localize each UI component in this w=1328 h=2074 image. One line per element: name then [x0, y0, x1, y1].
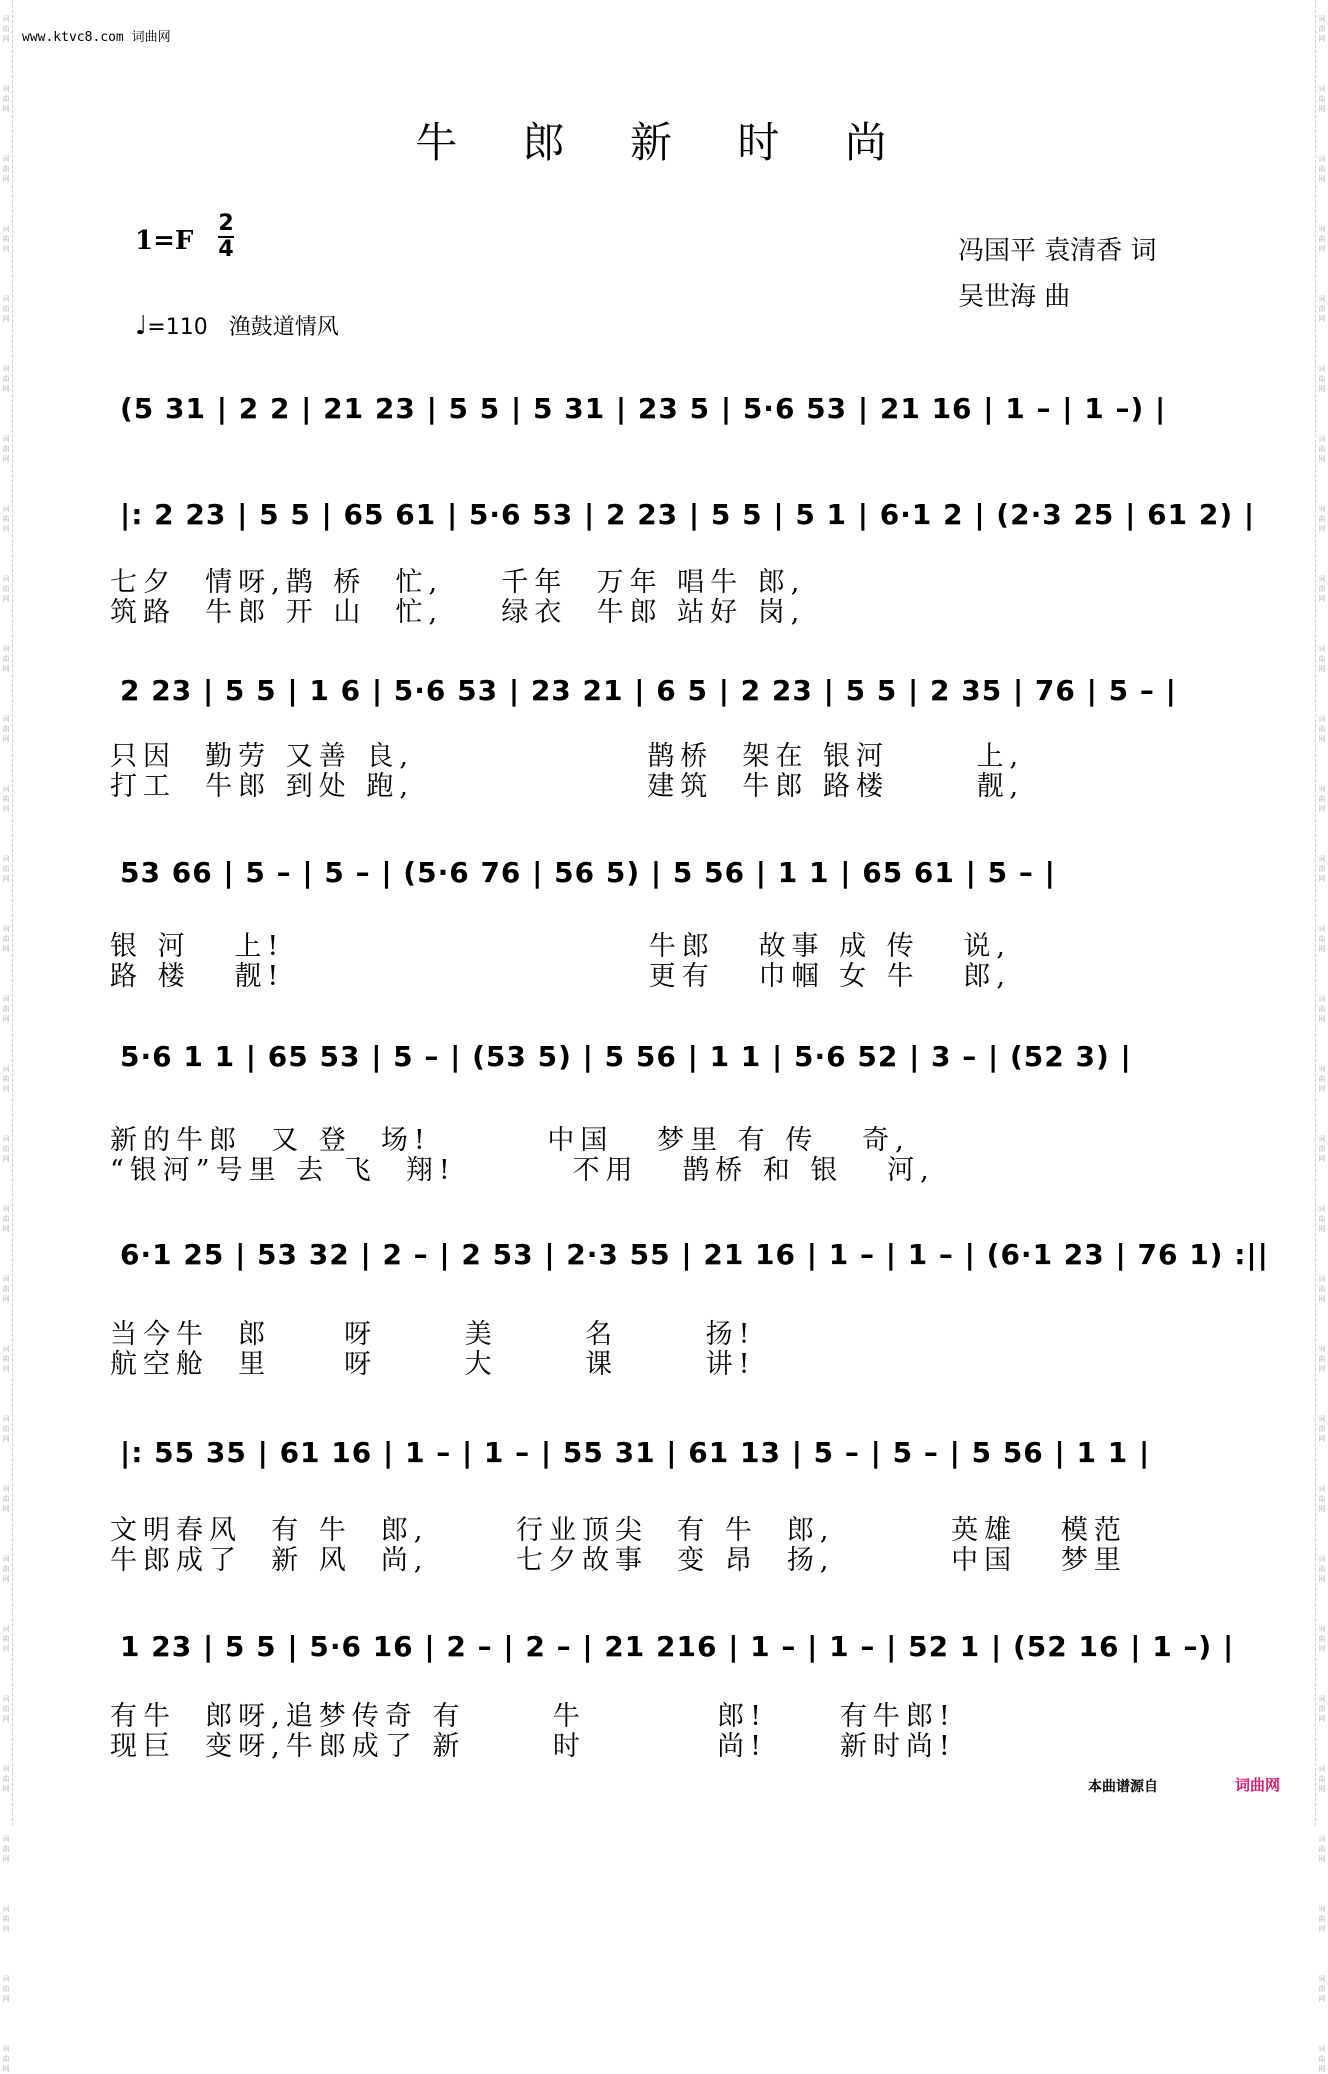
watermark-text: 词曲网 — [1318, 505, 1326, 533]
watermark-text: 词曲网 — [1318, 1345, 1326, 1373]
lyric-line-verse-2: 筑路 牛郎 开 山 忙, 绿衣 牛郎 站好 岗, — [110, 597, 806, 628]
watermark-text: 词曲网 — [1318, 1975, 1326, 2003]
watermark-text: 词曲网 — [1318, 1765, 1326, 1793]
lyricists: 冯国平 袁清香 词 — [958, 236, 1157, 266]
jianpu-notes: |: 55 35 | 61 16 | 1 – | 1 – | 55 31 | 61 13 | 5 – | 5 – | 5 56 | 1 1 | — [120, 1436, 1151, 1469]
watermark-text: 词曲网 — [2, 785, 10, 813]
watermark-text: 词曲网 — [2, 85, 10, 113]
watermark-text: 词曲网 — [2, 1835, 10, 1863]
lyric-line-verse-2: 打工 牛郎 到处 跑, 建筑 牛郎 路楼 靓, — [110, 771, 1025, 802]
watermark-text: 词曲网 — [2, 1765, 10, 1793]
watermark-text: 词曲网 — [1318, 575, 1326, 603]
watermark-text: 词曲网 — [1318, 1275, 1326, 1303]
lyric-line-verse-1: 有牛 郎呀,追梦传奇 有 牛 郎! 有牛郎! — [110, 1701, 956, 1732]
lyric-line-verse-2: 路 楼 靓! 更有 巾帼 女 牛 郎, — [110, 961, 1011, 992]
time-signature-top: 2 — [218, 211, 234, 236]
watermark-text: 词曲网 — [1318, 1695, 1326, 1723]
lyric-line-verse-2: “银河”号里 去 飞 翔! 不用 鹊桥 和 银 河, — [110, 1155, 935, 1186]
quarter-note-icon: ♩ — [135, 311, 148, 341]
watermark-text: 词曲网 — [2, 15, 10, 43]
jianpu-notes: (5 31 | 2 2 | 21 23 | 5 5 | 5 31 | 23 5 | 5·6 53 | 21 16 | 1 – | 1 –) | — [120, 392, 1167, 425]
watermark-text: 词曲网 — [1318, 1065, 1326, 1093]
key-signature: 1=F — [135, 226, 194, 256]
time-signature-bottom: 4 — [218, 237, 234, 262]
watermark-text: 词曲网 — [2, 1345, 10, 1373]
watermark-text: 词曲网 — [2, 1205, 10, 1233]
watermark-text: 词曲网 — [1318, 1205, 1326, 1233]
lyric-line-verse-2: 牛郎成了 新 风 尚, 七夕故事 变 昂 扬, 中国 梦里 — [110, 1545, 1127, 1576]
source-note: 本曲谱源自 — [1088, 1779, 1158, 1795]
watermark-text: 词曲网 — [2, 435, 10, 463]
watermark-text: 词曲网 — [2, 575, 10, 603]
watermark-text: 词曲网 — [2, 995, 10, 1023]
staff-line — [110, 1232, 1269, 1292]
tempo-marking — [135, 310, 339, 341]
watermark-text: 词曲网 — [1318, 85, 1326, 113]
watermark-text: 词曲网 — [1318, 15, 1326, 43]
watermark-text: 词曲网 — [2, 505, 10, 533]
watermark-text: 词曲网 — [2, 645, 10, 673]
style-marking: 渔鼓道情风 — [228, 315, 339, 340]
song-title: 牛 郎 新 时 尚 — [415, 118, 913, 167]
watermark-text: 词曲网 — [1318, 1415, 1326, 1443]
watermark-text: 词曲网 — [2, 925, 10, 953]
watermark-text: 词曲网 — [2, 1065, 10, 1093]
watermark-text: 词曲网 — [1318, 785, 1326, 813]
right-watermark-strip — [1315, 0, 1328, 2073]
jianpu-notes: 6·1 25 | 53 32 | 2 – | 2 53 | 2·3 55 | 21 16 | 1 – | 1 – | (6·1 23 | 76 1) :|| — [120, 1238, 1269, 1271]
staff-line — [110, 1034, 1240, 1094]
watermark-text: 词曲网 — [1318, 435, 1326, 463]
watermark-text: 词曲网 — [2, 1415, 10, 1443]
watermark-text: 词曲网 — [2, 1905, 10, 1933]
watermark-text: 词曲网 — [2, 1555, 10, 1583]
site-url: www.ktvc8.com 词曲网 — [22, 30, 171, 45]
watermark-text: 词曲网 — [1318, 225, 1326, 253]
lyric-line-verse-1: 新的牛郎 又 登 场! 中国 梦里 有 传 奇, — [110, 1125, 910, 1156]
staff-line — [110, 1624, 1240, 1684]
watermark-text: 词曲网 — [2, 1135, 10, 1163]
lyric-line-verse-1: 当今牛 郎 呀 美 名 扬! — [110, 1319, 756, 1350]
watermark-text: 词曲网 — [2, 365, 10, 393]
left-watermark-strip — [0, 0, 13, 2073]
lyric-line-verse-2: 航空舱 里 呀 大 课 讲! — [110, 1349, 756, 1380]
watermark-text: 词曲网 — [2, 1625, 10, 1653]
watermark-text: 词曲网 — [1318, 855, 1326, 883]
watermark-text: 词曲网 — [1318, 1905, 1326, 1933]
lyric-line-verse-1: 只因 勤劳 又善 良, 鹊桥 架在 银河 上, — [110, 741, 1025, 772]
staff-line — [110, 1430, 1240, 1490]
watermark-text: 词曲网 — [1318, 155, 1326, 183]
composer: 吴世海 曲 — [958, 282, 1071, 312]
watermark-text: 词曲网 — [1318, 1835, 1326, 1863]
site-brand-link[interactable]: 词曲网 — [1235, 1776, 1281, 1794]
lyric-line-verse-1: 银 河 上! 牛郎 故事 成 传 说, — [110, 931, 1011, 962]
lyric-line-verse-1: 文明春风 有 牛 郎, 行业顶尖 有 牛 郎, 英雄 模范 — [110, 1515, 1127, 1546]
jianpu-notes: 1 23 | 5 5 | 5·6 16 | 2 – | 2 – | 21 216 | 1 – | 1 – | 52 1 | (52 16 | 1 –) | — [120, 1630, 1235, 1663]
watermark-text: 词曲网 — [1318, 1555, 1326, 1583]
staff-line — [110, 492, 1256, 552]
watermark-text: 词曲网 — [2, 1485, 10, 1513]
jianpu-notes: |: 2 23 | 5 5 | 65 61 | 5·6 53 | 2 23 | 5 5 | 5 1 | 6·1 2 | (2·3 25 | 61 2) | — [120, 498, 1256, 531]
watermark-text: 词曲网 — [1318, 645, 1326, 673]
jianpu-notes: 2 23 | 5 5 | 1 6 | 5·6 53 | 23 21 | 6 5 | 2 23 | 5 5 | 2 35 | 76 | 5 – | — [120, 674, 1177, 707]
staff-line — [110, 668, 1240, 728]
tempo-value: =110 — [147, 315, 208, 340]
watermark-text: 词曲网 — [2, 2045, 10, 2073]
watermark-text: 词曲网 — [2, 1975, 10, 2003]
watermark-text: 词曲网 — [2, 295, 10, 323]
watermark-text: 词曲网 — [1318, 1485, 1326, 1513]
watermark-text: 词曲网 — [1318, 925, 1326, 953]
credits — [958, 228, 1157, 320]
watermark-text: 词曲网 — [2, 1695, 10, 1723]
watermark-text: 词曲网 — [1318, 1625, 1326, 1653]
watermark-text: 词曲网 — [1318, 715, 1326, 743]
watermark-text: 词曲网 — [2, 155, 10, 183]
jianpu-notes: 53 66 | 5 – | 5 – | (5·6 76 | 56 5) | 5 56 | 1 1 | 65 61 | 5 – | — [120, 856, 1056, 889]
watermark-text: 词曲网 — [1318, 365, 1326, 393]
watermark-text: 词曲网 — [2, 855, 10, 883]
watermark-text: 词曲网 — [1318, 995, 1326, 1023]
time-signature — [218, 212, 234, 262]
staff-line — [110, 386, 1240, 446]
watermark-text: 词曲网 — [2, 715, 10, 743]
lyric-line-verse-1: 七夕 情呀,鹊 桥 忙, 千年 万年 唱牛 郎, — [110, 567, 806, 598]
watermark-text: 词曲网 — [2, 225, 10, 253]
lyric-line-verse-2: 现巨 变呀,牛郎成了 新 时 尚! 新时尚! — [110, 1731, 956, 1762]
watermark-text: 词曲网 — [1318, 295, 1326, 323]
watermark-text: 词曲网 — [1318, 2045, 1326, 2073]
watermark-text: 词曲网 — [2, 1275, 10, 1303]
staff-line — [110, 850, 1240, 910]
jianpu-notes: 5·6 1 1 | 65 53 | 5 – | (53 5) | 5 56 | 1 1 | 5·6 52 | 3 – | (52 3) | — [120, 1040, 1132, 1073]
watermark-text: 词曲网 — [1318, 1135, 1326, 1163]
